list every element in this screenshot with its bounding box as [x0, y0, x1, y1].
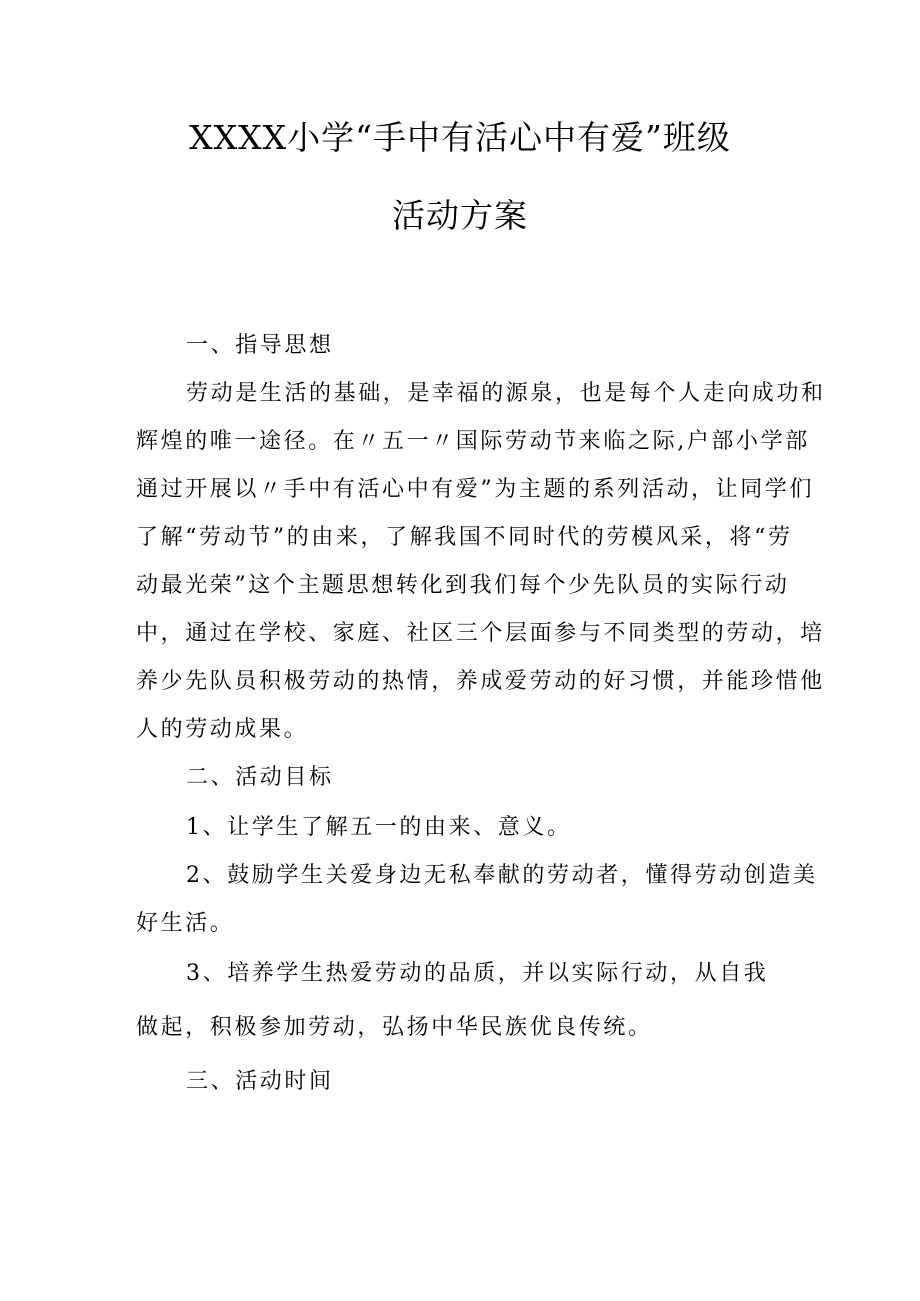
goal-item-3-line-2: 做起，积极参加劳动，弘扬中华民族优良传统。: [136, 1015, 653, 1040]
paragraph-line: 动最光荣”这个主题思想转化到我们每个少先队员的实际行动: [136, 573, 790, 598]
section-heading-guiding-thought: 一、指导思想: [186, 333, 334, 358]
section-heading-activity-goals: 二、活动目标: [186, 765, 334, 790]
paragraph-line: 了解“劳动节”的由来，了解我国不同时代的劳模风采，将“劳: [136, 525, 793, 550]
goal-item-2-line-2: 好生活。: [136, 911, 235, 936]
paragraph-line: 通过开展以〃手中有活心中有爱”为主题的系列活动，让同学们: [136, 477, 815, 502]
document-title-line-2: 活动方案: [392, 196, 528, 235]
paragraph-line: 人的劳动成果。: [136, 717, 309, 742]
section-heading-activity-time: 三、活动时间: [186, 1069, 334, 1094]
paragraph-line: 中，通过在学校、家庭、社区三个层面参与不同类型的劳动，培: [136, 621, 825, 646]
goal-item-3-line-1: 3、培养学生热爱劳动的品质，并以实际行动，从自我: [186, 961, 769, 986]
goal-item-2-line-1: 2、鼓励学生关爱身边无私奉献的劳动者，懂得劳动创造美: [186, 863, 818, 888]
goal-item-1: 1、让学生了解五一的由来、意义。: [186, 815, 572, 840]
paragraph-line: 辉煌的唯一途径。在〃五一〃国际劳动节来临之际,户部小学部: [136, 429, 810, 454]
paragraph-line: 养少先队员积极劳动的热情，养成爱劳动的好习惯，并能珍惜他: [136, 669, 825, 694]
document-title-line-1: XXXX小学“手中有活心中有爱”班级: [189, 118, 731, 157]
paragraph-line: 劳动是生活的基础，是幸福的源泉，也是每个人走向成功和: [186, 381, 826, 406]
